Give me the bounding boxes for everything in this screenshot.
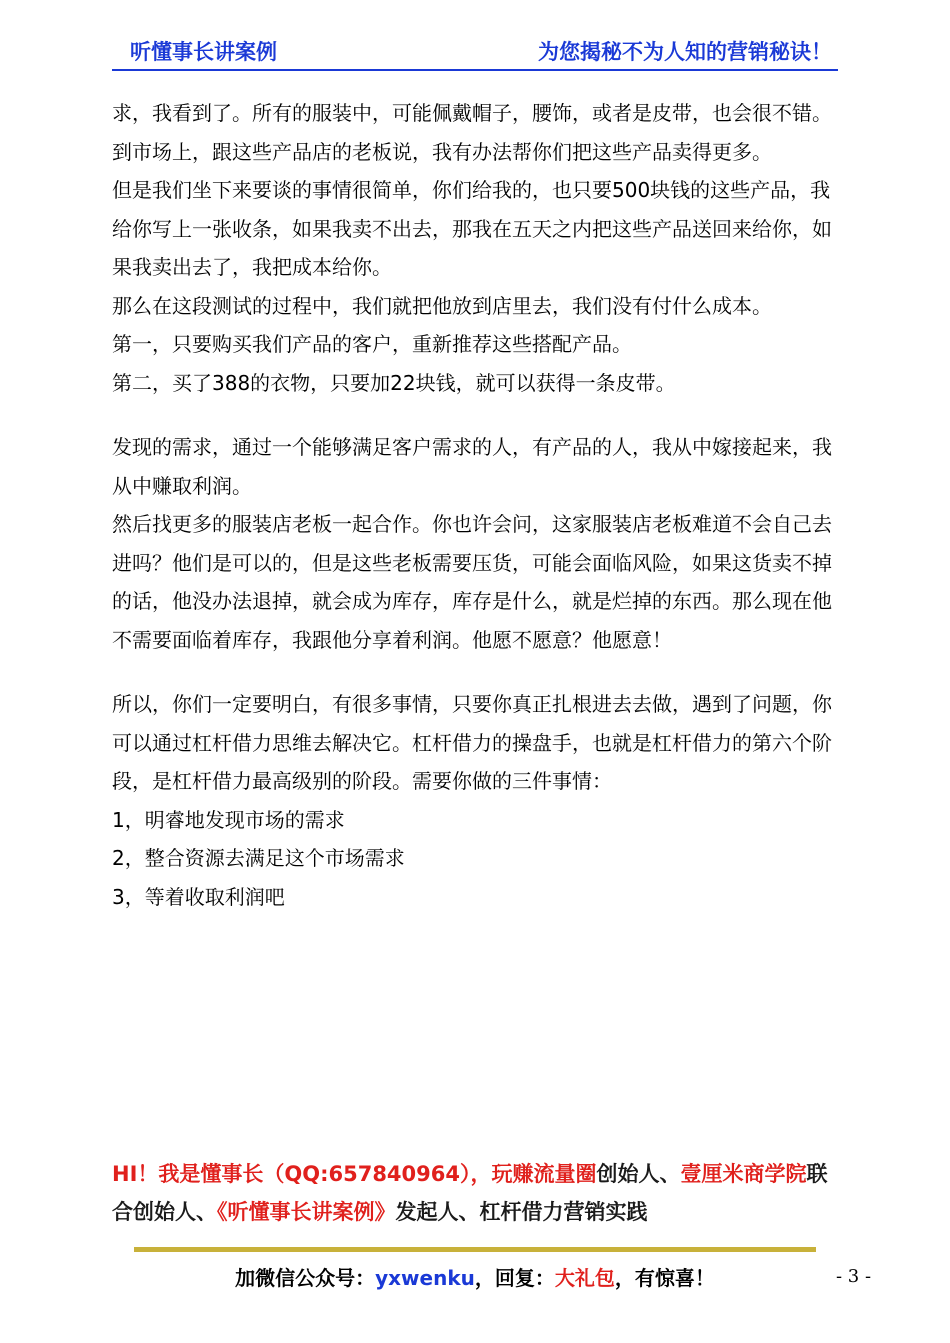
promo-brand-2: 壹厘米商学院 — [680, 1162, 807, 1186]
paragraph: 第二，买了388的衣物，只要加22块钱，就可以获得一条皮带。 — [112, 370, 676, 395]
header-rule — [112, 69, 838, 71]
footer-account: yxwenku — [375, 1266, 475, 1290]
footer-keyword: 大礼包 — [554, 1266, 615, 1290]
author-promo — [112, 1155, 842, 1231]
list-item: 3，等着收取利润吧 — [112, 884, 285, 909]
header-slogan: 为您揭秘不为人知的营销秘诀！ — [538, 40, 832, 64]
footer-wechat — [0, 1262, 950, 1291]
footer-prefix: 加微信公众号： — [235, 1266, 376, 1290]
paragraph-gap — [112, 659, 842, 685]
document-body — [112, 94, 842, 916]
header-title: 听懂事长讲案例 — [130, 40, 277, 64]
paragraph-gap — [112, 402, 842, 428]
list-item: 2，整合资源去满足这个市场需求 — [112, 846, 405, 870]
page-number: - 3 - — [836, 1266, 872, 1287]
promo-role-1: 创始人、 — [596, 1162, 681, 1186]
promo-greeting: HI！我是懂事长（QQ:657840964）， — [112, 1162, 492, 1186]
paragraph: 第一，只要购买我们产品的客户，重新推荐这些搭配产品。 — [112, 332, 632, 356]
paragraph: 求，我看到了。所有的服装中，可能佩戴帽子，腰饰，或者是皮带，也会很不错。到市场上，跟这些产品店的老板说，我有办法帮你们把这些产品卖得更多。 — [112, 101, 832, 164]
footer-mid: ，回复： — [474, 1266, 555, 1290]
paragraph: 然后找更多的服装店老板一起合作。你也许会问，这家服装店老板难道不会自己去进吗？他们是可以的，但是这些老板需要压货，可能会面临风险，如果这货卖不掉的话，他没办法退掉，就会成为库存，库存是什么，就是烂掉的东西。那么现在他不需要面临着库存，我跟他分享着利润。他愿不愿意？他愿意！ — [112, 512, 832, 652]
promo-role-3: 发起人、杠杆借力营销实践 — [395, 1200, 648, 1224]
promo-brand-1: 玩赚流量圈 — [491, 1162, 597, 1186]
paragraph: 但是我们坐下来要谈的事情很简单，你们给我的，也只要500块钱的这些产品，我给你写上一张收条，如果我卖不出去，那我在五天之内把这些产品送回来给你，如果我卖出去了，我把成本给你。 — [112, 178, 832, 279]
promo-role-2: 联合创始人、 — [112, 1162, 828, 1224]
page-header — [112, 32, 838, 72]
promo-brand-3: 《听懂事长讲案例》 — [217, 1200, 396, 1224]
footer-suffix: ，有惊喜！ — [614, 1266, 715, 1290]
footer-rule — [134, 1247, 816, 1252]
paragraph: 所以，你们一定要明白，有很多事情，只要你真正扎根进去去做，遇到了问题，你可以通过杠杆借力思维去解决它。杠杆借力的操盘手，也就是杠杆借力的第六个阶段，是杠杆借力最高级别的阶段。需要你做的三件事情： — [112, 692, 832, 793]
paragraph: 发现的需求，通过一个能够满足客户需求的人，有产品的人，我从中嫁接起来，我从中赚取利润。 — [112, 435, 832, 498]
list-item: 1，明睿地发现市场的需求 — [112, 807, 345, 832]
paragraph: 那么在这段测试的过程中，我们就把他放到店里去，我们没有付什么成本。 — [112, 293, 772, 318]
